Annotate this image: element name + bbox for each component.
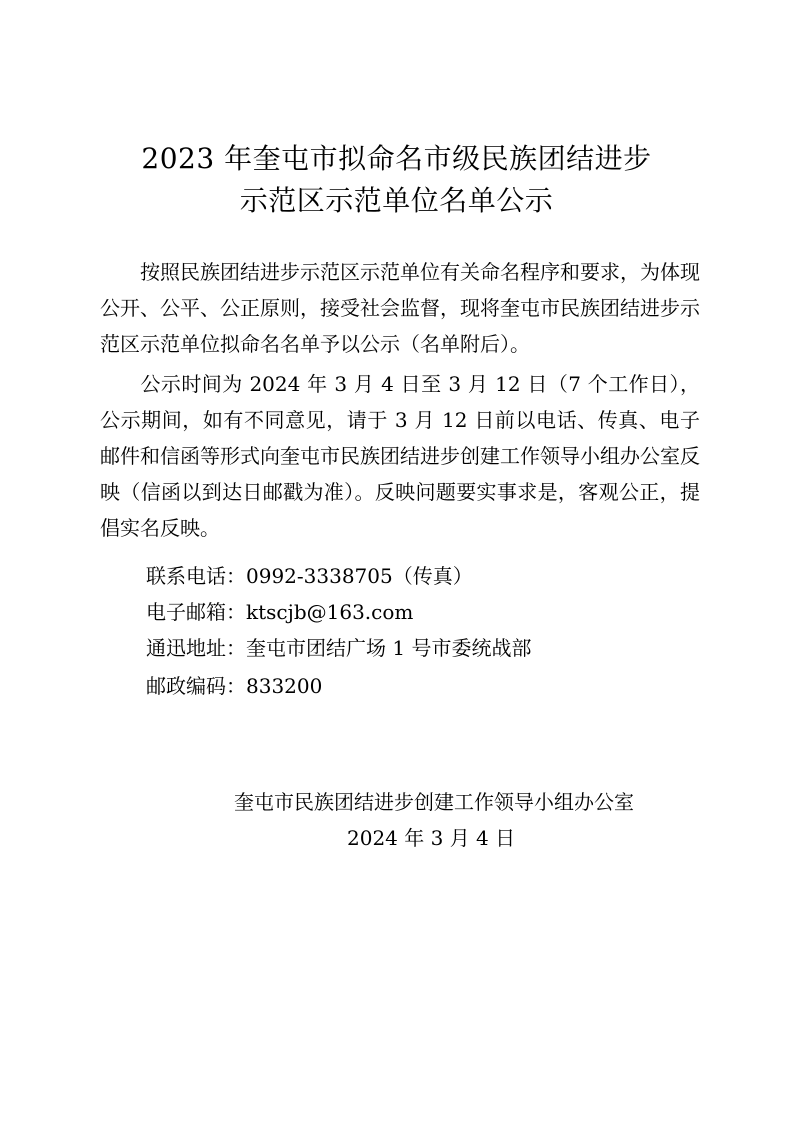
contact-postal-code: 邮政编码：833200 bbox=[146, 674, 323, 698]
document-title-line1: 2023 年奎屯市拟命名市级民族团结进步 bbox=[141, 142, 652, 175]
notice-paragraph-1-text: 按照民族团结进步示范区示范单位有关命名程序和要求，为体现公开、公平、公正原则，接受社会监督，现将奎屯市民族团结进步示范区示范单位拟命名名单予以公示（名单附后）。 bbox=[100, 260, 700, 356]
contact-address: 通迅地址：奎屯市团结广场 1 号市委统战部 bbox=[146, 636, 532, 660]
document-title-line2: 示范区示范单位名单公示 bbox=[239, 184, 554, 217]
signature-date: 2024 年 3 月 4 日 bbox=[347, 826, 516, 850]
notice-paragraph-2 bbox=[100, 366, 700, 546]
notice-paragraph-1 bbox=[100, 254, 700, 362]
notice-paragraph-2-text: 公示时间为 2024 年 3 月 4 日至 3 月 12 日（7 个工作日），公示期间，如有不同意见，请于 3 月 12 日前以电话、传真、电子邮件和信函等形式向奎屯市民族团结进步创建工作领导小组办公室反映（信函以到达日邮戳为准）。反映问题要实事求是，客观公正，提倡实名反映。 bbox=[100, 372, 700, 540]
signature-organization: 奎屯市民族团结进步创建工作领导小组办公室 bbox=[234, 790, 634, 814]
contact-phone: 联系电话：0992-3338705（传真） bbox=[146, 564, 473, 588]
contact-email: 电子邮箱：ktscjb@163.com bbox=[146, 600, 414, 624]
